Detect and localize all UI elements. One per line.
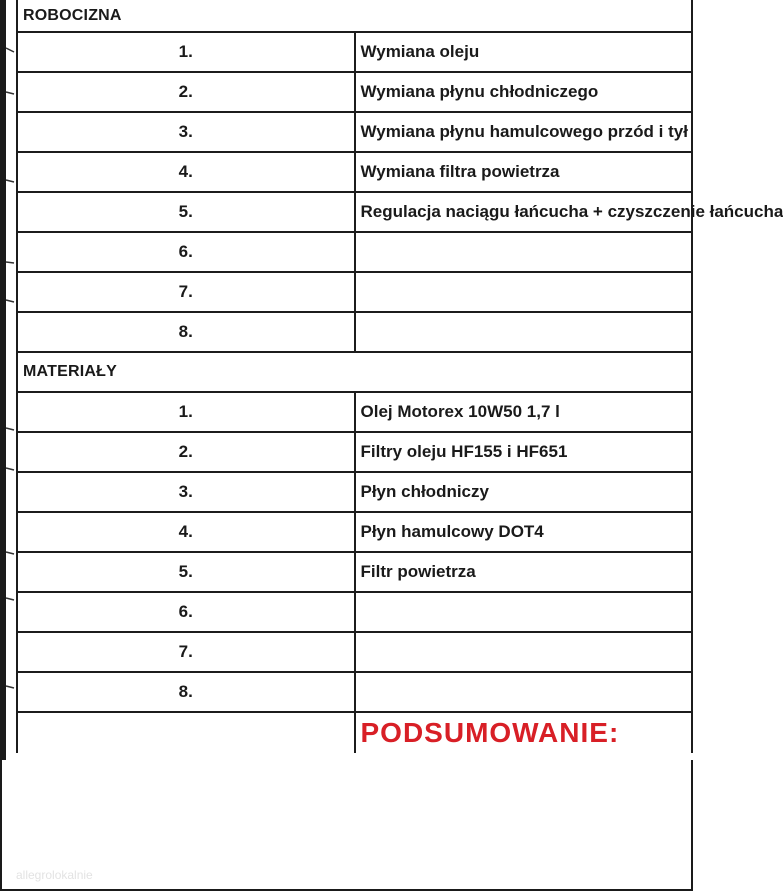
row-text: Płyn chłodniczy [355, 472, 693, 512]
summary-row [17, 712, 692, 753]
row-text: Wymiana filtra powietrza [355, 152, 693, 192]
row-text: Regulacja naciągu łańcucha + czyszczenie łańcucha [355, 192, 693, 232]
service-table [16, 0, 783, 753]
row-text: Olej Motorex 10W50 1,7 l [355, 392, 693, 432]
summary-number-cell [17, 712, 355, 753]
row-text: Wymiana płynu chłodniczego [355, 72, 693, 112]
table-row [17, 152, 692, 192]
row-number: 8. [17, 312, 355, 352]
row-text [355, 592, 693, 632]
binding-ticks [0, 0, 14, 760]
table-row [17, 472, 692, 512]
table-row [17, 432, 692, 472]
table-row [17, 392, 692, 432]
table-row [17, 672, 692, 712]
row-text: Wymiana oleju [355, 32, 693, 72]
row-text [355, 272, 693, 312]
labour-header-row [17, 0, 692, 32]
table-row [17, 72, 692, 112]
service-form [16, 0, 783, 760]
row-text [355, 312, 693, 352]
table-row [17, 592, 692, 632]
row-number: 5. [17, 552, 355, 592]
row-text: Filtry oleju HF155 i HF651 [355, 432, 693, 472]
row-number: 7. [17, 632, 355, 672]
table-row [17, 272, 692, 312]
watermark: allegrolokalnie [16, 868, 93, 882]
summary-cell [355, 712, 693, 753]
blank-bottom-area [0, 760, 693, 891]
row-number: 3. [17, 472, 355, 512]
row-number: 4. [17, 512, 355, 552]
row-number: 5. [17, 192, 355, 232]
row-number: 6. [17, 592, 355, 632]
materials-header-row [17, 352, 692, 392]
table-row [17, 32, 692, 72]
table-row [17, 632, 692, 672]
labour-section-title: ROBOCIZNA [17, 0, 692, 32]
row-number: 6. [17, 232, 355, 272]
table-row [17, 232, 692, 272]
row-text [355, 672, 693, 712]
table-row [17, 112, 692, 152]
row-text: Płyn hamulcowy DOT4 [355, 512, 693, 552]
row-number: 7. [17, 272, 355, 312]
row-text: Wymiana płynu hamulcowego przód i tył [355, 112, 693, 152]
table-row [17, 552, 692, 592]
table-row [17, 512, 692, 552]
row-number: 2. [17, 72, 355, 112]
row-number: 4. [17, 152, 355, 192]
row-text: Filtr powietrza [355, 552, 693, 592]
row-text [355, 232, 693, 272]
materials-section-title: MATERIAŁY [17, 352, 692, 392]
row-number: 3. [17, 112, 355, 152]
frame-border [0, 760, 693, 891]
table-row [17, 192, 692, 232]
row-number: 1. [17, 392, 355, 432]
summary-heading: PODSUMOWANIE: [360, 717, 620, 748]
row-text [355, 632, 693, 672]
table-row [17, 312, 692, 352]
row-number: 2. [17, 432, 355, 472]
row-number: 8. [17, 672, 355, 712]
row-number: 1. [17, 32, 355, 72]
